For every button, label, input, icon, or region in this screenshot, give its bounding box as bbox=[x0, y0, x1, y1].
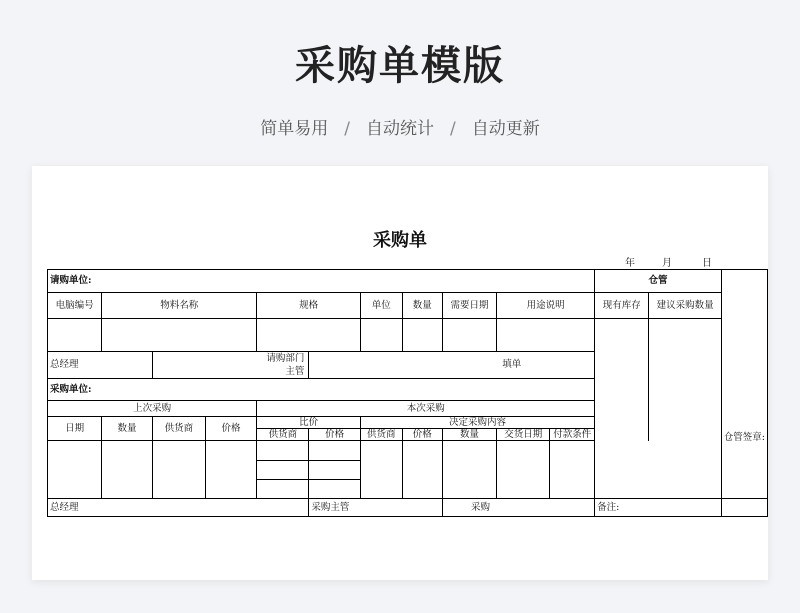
input-spec[interactable] bbox=[257, 319, 361, 352]
this-purchase-header: 本次采购 bbox=[257, 401, 595, 417]
form-title: 采购单 bbox=[373, 230, 427, 251]
input-computer-no[interactable] bbox=[48, 319, 102, 352]
input-last-supplier[interactable] bbox=[152, 441, 205, 499]
input-material-name[interactable] bbox=[102, 319, 257, 352]
input-decide-qty[interactable] bbox=[442, 441, 496, 499]
input-compare-price-1[interactable] bbox=[309, 441, 361, 461]
feature-easy: 简单易用 bbox=[260, 119, 329, 139]
col-quantity: 数量 bbox=[402, 293, 442, 319]
input-compare-supplier-2[interactable] bbox=[257, 461, 309, 480]
gm-label-2: 总经理 bbox=[48, 499, 309, 517]
col-compare-supplier: 供货商 bbox=[257, 429, 309, 441]
form-card bbox=[32, 166, 768, 580]
input-decide-price[interactable] bbox=[402, 441, 442, 499]
col-stock: 现有库存 bbox=[595, 293, 649, 319]
gm-label-1: 总经理 bbox=[48, 352, 153, 379]
date-day: 日 bbox=[702, 258, 712, 269]
remark-label: 备注: bbox=[595, 499, 722, 517]
purchase-supervisor-label: 采购主管 bbox=[309, 499, 443, 517]
col-last-qty: 数量 bbox=[102, 417, 153, 441]
col-decide-delivery: 交货日期 bbox=[497, 429, 550, 441]
col-spec: 规格 bbox=[257, 293, 361, 319]
col-material-name: 物料名称 bbox=[102, 293, 257, 319]
col-decide-payment: 付款条件 bbox=[550, 429, 595, 441]
date-month: 月 bbox=[662, 258, 672, 269]
request-unit-label: 请购单位: bbox=[48, 270, 595, 293]
input-last-qty[interactable] bbox=[102, 441, 153, 499]
input-unit[interactable] bbox=[360, 319, 402, 352]
purchase-unit-label: 采购单位: bbox=[48, 379, 595, 401]
input-purpose[interactable] bbox=[497, 319, 595, 352]
input-compare-supplier-3[interactable] bbox=[257, 480, 309, 499]
purchase-label: 采购 bbox=[442, 499, 594, 517]
input-last-price[interactable] bbox=[205, 441, 257, 499]
col-decide-price: 价格 bbox=[402, 429, 442, 441]
input-quantity[interactable] bbox=[402, 319, 442, 352]
warehouse-header: 仓管 bbox=[595, 270, 722, 293]
feature-auto-update: 自动更新 bbox=[471, 119, 540, 139]
input-compare-price-3[interactable] bbox=[309, 480, 361, 499]
input-last-date[interactable] bbox=[48, 441, 102, 499]
input-stock[interactable] bbox=[595, 319, 649, 441]
input-compare-supplier-1[interactable] bbox=[257, 441, 309, 461]
decide-content-header: 决定采购内容 bbox=[360, 417, 594, 429]
separator: / bbox=[450, 119, 456, 139]
date-year: 年 bbox=[625, 258, 635, 269]
dept-supervisor-label: 请购部门 主管 bbox=[152, 352, 308, 379]
page-title: 采购单模版 bbox=[295, 43, 505, 89]
fill-form-label: 填单 bbox=[309, 352, 595, 379]
col-last-date: 日期 bbox=[48, 417, 102, 441]
col-purpose: 用途说明 bbox=[497, 293, 595, 319]
col-last-price: 价格 bbox=[205, 417, 257, 441]
col-compare-price: 价格 bbox=[309, 429, 361, 441]
warehouse-sign-label: 仓管签章: bbox=[721, 429, 767, 499]
col-decide-qty: 数量 bbox=[442, 429, 496, 441]
feature-auto-stats: 自动统计 bbox=[366, 119, 434, 139]
separator: / bbox=[344, 119, 350, 139]
feature-tagline bbox=[0, 114, 800, 139]
col-computer-no: 电脑编号 bbox=[48, 293, 102, 319]
input-need-date[interactable] bbox=[442, 319, 496, 352]
col-unit: 单位 bbox=[360, 293, 402, 319]
input-decide-payment[interactable] bbox=[550, 441, 595, 499]
compare-price-header: 比价 bbox=[257, 417, 361, 429]
input-suggested-qty[interactable] bbox=[649, 319, 721, 441]
input-decide-delivery[interactable] bbox=[497, 441, 550, 499]
col-last-supplier: 供货商 bbox=[152, 417, 205, 441]
input-decide-supplier[interactable] bbox=[360, 441, 402, 499]
col-need-date: 需要日期 bbox=[442, 293, 496, 319]
col-suggested-qty: 建议采购数量 bbox=[649, 293, 721, 319]
col-decide-supplier: 供货商 bbox=[360, 429, 402, 441]
purchase-order-table bbox=[47, 269, 768, 517]
input-compare-price-2[interactable] bbox=[309, 461, 361, 480]
last-purchase-header: 上次采购 bbox=[48, 401, 257, 417]
